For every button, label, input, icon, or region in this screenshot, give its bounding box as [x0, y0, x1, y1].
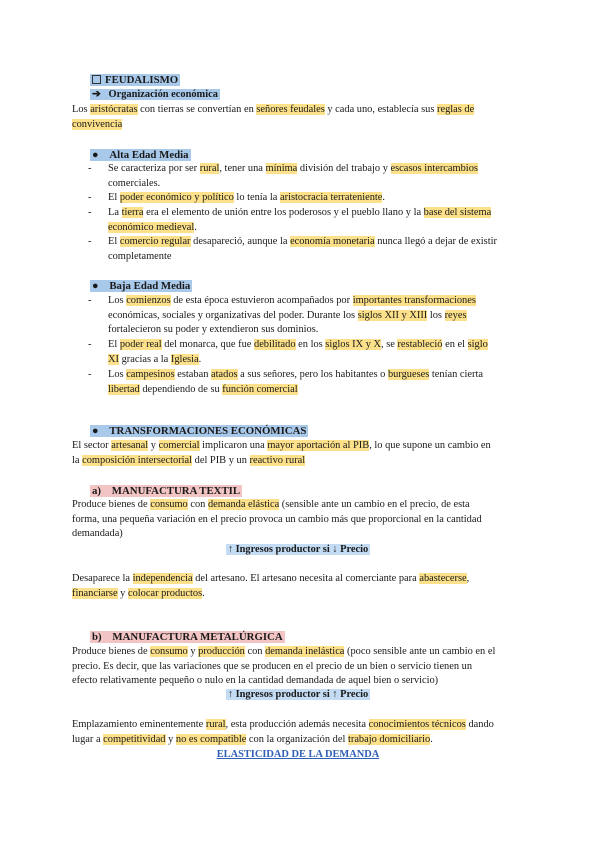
text-span: dando: [465, 719, 494, 730]
text-span: con: [244, 646, 266, 657]
text-span: aristócratas: [90, 104, 138, 115]
dash-bullet-icon: -: [88, 207, 92, 218]
text-container: [90, 280, 192, 292]
elasticidad-demanda-link[interactable]: ELASTICIDAD DE LA DEMANDA: [216, 749, 380, 760]
text-span: burgueses: [387, 369, 430, 380]
text-span: b): [92, 631, 102, 643]
text-container: [108, 294, 524, 338]
metalurgica-paragraph: [72, 645, 524, 689]
dash-bullet-icon: -: [88, 295, 92, 306]
text-span: Desaparece la: [72, 573, 133, 584]
text-span: MANUFACTURA METALÚRGICA: [112, 631, 283, 643]
text-span: comercio regular: [119, 236, 191, 247]
text-span: estaban: [174, 369, 212, 380]
text-span: financiarse: [72, 587, 118, 599]
text-span: división del trabajo y: [297, 163, 391, 174]
text-container: [90, 149, 191, 161]
text-span: trabajo domiciliario: [347, 733, 431, 745]
text-span: Produce bienes de: [72, 499, 151, 510]
text-container: [108, 206, 524, 235]
text-span: la: [72, 454, 83, 466]
text-span: abastecerse: [419, 573, 467, 584]
text-span: .: [382, 192, 386, 203]
text-span: El sector: [72, 440, 112, 451]
feudalismo-heading: [90, 73, 180, 88]
text-span: XI: [108, 353, 119, 365]
text-span: composición intersectorial: [82, 454, 193, 466]
text-span: a): [92, 485, 101, 497]
text-span: .: [202, 587, 205, 599]
text-span: Se caracteriza por ser: [108, 163, 200, 174]
text-span: demanda inelástica: [265, 646, 345, 657]
text-span: gracias a la: [118, 353, 171, 365]
text-span: .: [430, 733, 433, 745]
text-span: restableció: [397, 339, 443, 350]
text-span: del artesano. El artesano necesita al comerciante para: [192, 573, 420, 584]
organizacion-title: Organización económica: [108, 89, 218, 100]
text-span: rural: [205, 719, 226, 730]
elasticidad-link-wrapper: [72, 748, 524, 763]
text-span: MANUFACTURA TEXTIL: [111, 485, 241, 497]
textil-formula: [72, 543, 524, 558]
dash-bullet-icon: -: [88, 163, 92, 174]
text-span: rural: [199, 163, 220, 174]
text-span: de esta época estuvieron acompañados por: [170, 295, 353, 306]
organizacion-subheading: [90, 88, 220, 103]
text-span: con la organización del: [246, 733, 348, 745]
text-span: comercial: [158, 440, 200, 451]
manufactura-metalurgica-heading: [90, 630, 285, 645]
text-span: tierra: [121, 207, 144, 218]
text-span: con: [187, 499, 208, 510]
text-span: implicaron una: [199, 440, 268, 451]
text-span: campesinos: [126, 369, 175, 380]
text-span: Los: [108, 295, 127, 306]
text-span: producción: [198, 646, 245, 657]
text-span: dependiendo de su: [139, 383, 223, 395]
text-container: [108, 368, 524, 397]
text-span: atados: [211, 369, 238, 380]
text-span: Baja Edad Media: [109, 280, 191, 292]
text-container: [108, 191, 524, 206]
text-span: Los: [72, 104, 91, 115]
transformaciones-paragraph: [72, 439, 524, 468]
bullet-icon: ●: [92, 149, 99, 161]
text-span: precio. Es decir, que las variaciones que se producen en el precio de un bien o servicio tienen un: [72, 660, 473, 672]
text-container: [90, 631, 285, 643]
text-span: y: [187, 646, 199, 657]
text-span: escasos intercambios: [390, 163, 478, 174]
text-container: [90, 74, 180, 86]
text-span: fortalecieron su poder y extendieron sus dominios.: [108, 324, 319, 336]
text-span: poder real: [119, 339, 162, 350]
text-span: a sus señores, pero los habitantes o: [237, 369, 388, 380]
text-span: y: [117, 587, 128, 599]
text-container: [108, 162, 524, 191]
text-span: , esta producción además necesita: [225, 719, 369, 730]
text-span: era el elemento de unión entre los poderosos y el pueblo llano y la: [143, 207, 424, 218]
text-span: económicas, sociales y organizativas del poder. Durante los: [108, 309, 358, 321]
text-span: nunca llegó a dejar de existir: [374, 236, 497, 247]
text-span: Alta Edad Media: [109, 149, 189, 161]
text-span: , lo que supone un cambio en: [369, 440, 491, 451]
text-span: en el: [442, 339, 468, 350]
text-span: consumo: [150, 646, 188, 657]
text-span: demanda elástica: [207, 499, 280, 510]
text-span: Produce bienes de: [72, 646, 151, 657]
text-span: con tierras se convertían en: [137, 104, 257, 115]
text-span: consumo: [150, 499, 188, 510]
text-span: en los: [295, 339, 326, 350]
text-span: convivencia: [72, 118, 123, 130]
dash-bullet-icon: -: [88, 192, 92, 203]
text-span: lo tenía la: [233, 192, 280, 203]
text-span: , tener una: [219, 163, 266, 174]
text-span: artesanal: [111, 440, 149, 451]
text-container: [90, 89, 220, 100]
text-span: (poco sensible ante un cambio en el: [344, 646, 496, 657]
text-span: y: [148, 440, 159, 451]
text-span: reyes: [444, 309, 467, 321]
feudalismo-title: FEUDALISMO: [105, 74, 179, 86]
text-span: libertad: [108, 383, 140, 395]
text-span: .: [194, 221, 197, 233]
text-span: mayor aportación al PIB: [267, 440, 370, 451]
text-span: los: [427, 309, 445, 321]
text-span: del PIB y un: [192, 454, 250, 466]
text-span: ,: [466, 573, 470, 584]
text-span: aristocracia terrateniente: [280, 192, 383, 203]
emplazamiento-paragraph: [72, 718, 524, 747]
text-span: del monarca, que fue: [161, 339, 254, 350]
text-span: señores feudales: [256, 104, 325, 115]
text-span: El: [108, 236, 120, 247]
text-span: (sensible ante un cambio en el precio, de esta: [279, 499, 470, 510]
square-outline-icon: [92, 75, 101, 84]
text-span: El: [108, 192, 120, 203]
bullet-icon: ●: [92, 280, 99, 292]
text-span: y cada uno, establecía sus: [324, 104, 438, 115]
text-span: siglos XII y XIII: [357, 309, 428, 321]
text-span: ↑ Ingresos productor si ↑ Precio: [227, 689, 369, 700]
alta-edad-media-heading: [90, 148, 191, 163]
dash-bullet-icon: -: [88, 369, 92, 380]
textil-paragraph: [72, 498, 524, 542]
text-span: efecto relativamente pequeño o nulo en la cantidad demandada de aquel bien o servicio): [72, 675, 439, 687]
text-span: mínima: [265, 163, 298, 174]
text-span: Iglesia: [170, 353, 199, 365]
text-span: forma, una pequeña variación en el precio provoca un cambio más que proporcional en la cantidad: [72, 513, 482, 525]
text-container: [90, 485, 242, 497]
dash-bullet-icon: -: [88, 339, 92, 350]
text-span: reactivo rural: [249, 454, 306, 466]
text-span: completamente: [108, 250, 172, 262]
text-span: conocimientos técnicos: [368, 719, 466, 730]
text-span: función comercial: [222, 383, 298, 395]
text-span: y: [165, 733, 176, 745]
text-span: .: [198, 353, 202, 365]
text-span: base del sistema: [423, 207, 492, 218]
text-span: , se: [381, 339, 398, 350]
text-span: economía monetaria: [290, 236, 375, 247]
bullet-icon: ●: [92, 425, 99, 437]
text-span: independencia: [132, 573, 193, 584]
text-span: económico medieval: [108, 221, 195, 233]
text-span: Los: [108, 369, 127, 380]
text-span: comienzos: [126, 295, 171, 306]
baja-edad-media-heading: [90, 279, 192, 294]
text-span: reglas de: [437, 104, 475, 115]
text-span: importantes transformaciones: [352, 295, 476, 306]
text-span: La: [108, 207, 122, 218]
textil-desaparece-paragraph: [72, 572, 524, 601]
text-span: Emplazamiento eminentemente: [72, 719, 206, 730]
feudalismo-intro: [72, 103, 524, 132]
right-arrow-icon: ➔: [92, 89, 101, 100]
text-span: colocar productos: [127, 587, 203, 599]
text-span: poder económico y político: [119, 192, 234, 203]
text-span: desapareció, aunque la: [190, 236, 291, 247]
metalurgica-formula: [72, 688, 524, 703]
text-container: [108, 235, 524, 264]
dash-bullet-icon: -: [88, 236, 92, 247]
manufactura-textil-heading: [90, 484, 242, 499]
text-span: siglo: [467, 339, 488, 350]
text-span: ↑ Ingresos productor si ↓ Precio: [227, 544, 369, 555]
text-container: [90, 425, 308, 437]
text-span: tenían cierta: [429, 369, 483, 380]
text-span: El: [108, 339, 120, 350]
text-span: no es compatible: [175, 733, 247, 745]
text-span: lugar a: [72, 733, 104, 745]
text-span: TRANSFORMACIONES ECONÓMICAS: [109, 425, 307, 437]
text-span: debilitado: [254, 339, 296, 350]
text-span: siglos IX y X: [325, 339, 382, 350]
transformaciones-heading: [90, 424, 308, 439]
text-span: comerciales.: [108, 177, 161, 189]
text-container: [108, 338, 524, 367]
text-span: competitividad: [103, 733, 166, 745]
text-span: demandada): [72, 528, 123, 540]
